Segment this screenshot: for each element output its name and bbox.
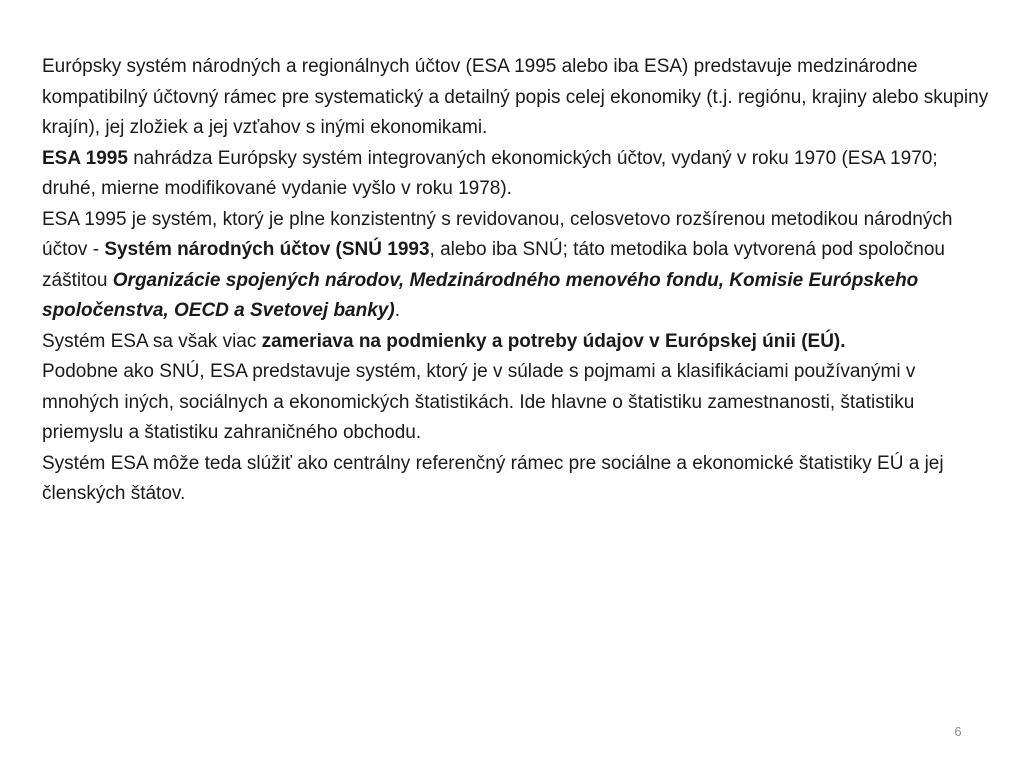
- paragraph-esa-consistency-start: ESA 1995 je systém, ktorý je plne konzistentný s revidovanou, celosvetovo rozšírenou metodikou národných účtov -: [42, 208, 953, 260]
- paragraph-esa-consistency: [42, 205, 992, 327]
- page-number: 6: [954, 724, 962, 739]
- paragraph-esa-reference-frame: [42, 449, 992, 510]
- organizations-bold-italic: Organizácie spojených národov, Medzinárodného menového fondu, Komisie Európskeho spoločenstva, OECD a Svetovej banky): [42, 269, 919, 321]
- slide-body: [42, 52, 992, 510]
- paragraph-esa-replaces-text: nahrádza Európsky systém integrovaných ekonomických účtov, vydaný v roku 1970 (ESA 1970; druhé, mierne modifikované vydanie vyšlo v roku 1978).: [42, 147, 938, 199]
- paragraph-esa-focus-start: Systém ESA sa však viac: [42, 330, 262, 352]
- paragraph-esa-definition: [42, 52, 992, 144]
- esa-1995-bold-term: ESA 1995: [42, 147, 128, 169]
- paragraph-esa-classifications: [42, 357, 992, 449]
- paragraph-esa-consistency-end: .: [394, 300, 400, 321]
- paragraph-esa-focus: [42, 327, 992, 358]
- snu-1993-bold-term: Systém národných účtov (SNÚ 1993: [104, 239, 430, 260]
- paragraph-esa-classifications-text: Podobne ako SNÚ, ESA predstavuje systém, ktorý je v súlade s pojmami a klasifikáciami používanými v mnohých iných, sociálnych a ekonomických štatistikách. Ide hlavne o štatistiku zamestnanosti, štatistiku priemyslu a štatistiku zahraničného obchodu.: [42, 361, 916, 443]
- paragraph-esa-consistency-middle: , alebo iba SNÚ; táto metodika bola vytvorená pod spoločnou záštitou: [42, 239, 945, 291]
- paragraph-esa-definition-text: Európsky systém národných a regionálnych účtov (ESA 1995 alebo iba ESA) predstavuje medzinárodne kompatibilný účtovný rámec pre systematický a detailný popis celej ekonomiky (t.j. regiónu, krajiny alebo skupiny krajín), jej zložiek a jej vzťahov s inými ekonomikami.: [42, 56, 989, 138]
- eu-focus-bold-phrase: zameriava na podmienky a potreby údajov v Európskej únii (EÚ).: [261, 330, 846, 352]
- paragraph-esa-replaces: [42, 144, 992, 205]
- paragraph-esa-reference-frame-text: Systém ESA môže teda slúžiť ako centrálny referenčný rámec pre sociálne a ekonomické štatistiky EÚ a jej členských štátov.: [42, 452, 944, 504]
